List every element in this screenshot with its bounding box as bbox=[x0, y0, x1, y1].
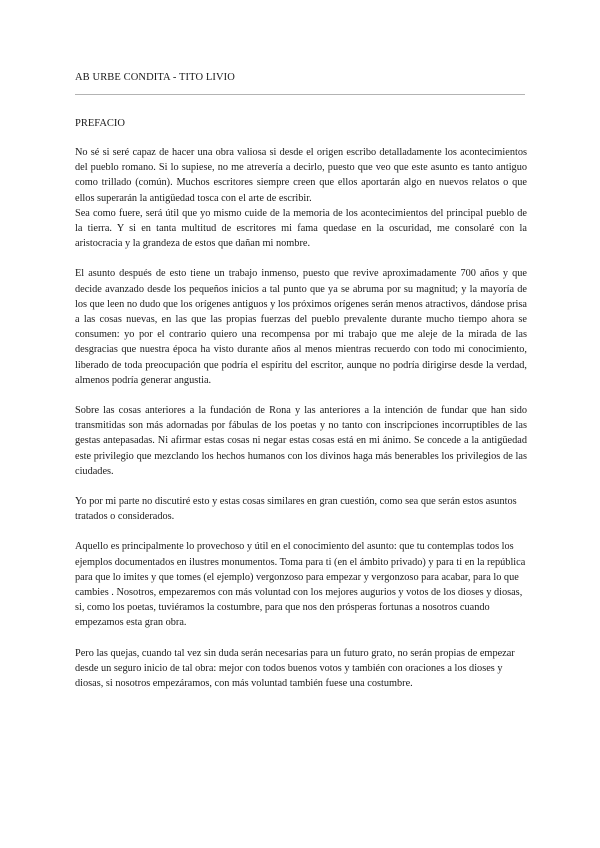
paragraph-line: Sea como fuere, será útil que yo mismo cuide de la memoria de los acontecimientos del principal pueblo de la tierra. Y si en tanta multitud de escritores mi fama quedase en la oscuridad, me consolaré con la aristocracia y la grandeza de estos que dañan mi nombre. bbox=[75, 207, 527, 250]
document-body bbox=[75, 145, 527, 706]
header-divider bbox=[75, 94, 525, 95]
paragraph-6 bbox=[75, 646, 527, 692]
paragraph-line: El asunto después de esto tiene un trabajo inmenso, puesto que revive aproximadamente 700 años y que decide avanzado desde los pequeños inicios a tal punto que ya se abruma por su magnitud; y la mayoría de los que leen no dudo que los orígenes antiguos y los próximos orígenes serán menos atractivos, dándose prisa a las cosas nuevas, en las que las propias fuerzas del pueblo prevalente durante mucho tiempo ahora se consumen: yo por el contrario quiero una recompensa por mi trabajo que me aleje de la mirada de las desgracias que nuestra época ha visto durante años al menos mientras recuerdo con todo mi conocimiento, liberado de toda preocupación que podría el espíritu del escritor, aunque no podría dirigirse desde la verdad, almenos podría generar angustia. bbox=[75, 268, 527, 386]
document-header-title: AB URBE CONDITA - TITO LIVIO bbox=[75, 72, 235, 83]
paragraph-line: Aquello es principalmente lo provechoso y útil en el conocimiento del asunto: que tu contemplas todos los ejemplos documentados en ilustres monumentos. Toma para ti (en el ámbito privado) y para ti en la república para que lo imites y que tomes (el ejemplo) vergonzoso para empezar y vergonzoso para acabar, para lo que cambies . Nosotros, empezaremos con más voluntad con los mejores augurios y votos de los dioses y diosas, si, como los poetas, tuviéramos la costumbre, para que nos den prósperas fortunas a nosotros cuando empezamos esta gran obra. bbox=[75, 541, 526, 629]
paragraph-1 bbox=[75, 145, 527, 251]
section-title: PREFACIO bbox=[75, 118, 125, 129]
paragraph-2 bbox=[75, 266, 527, 388]
paragraph-4 bbox=[75, 494, 527, 524]
paragraph-line: Sobre las cosas anteriores a la fundación de Rona y las anteriores a la intención de fundar que han sido transmitidas son más adornadas por fábulas de los poetas y no tanto con inscripciones incorruptibles de las gestas antepasadas. Ni afirmar estas cosas ni negar estas cosas está en mi ánimo. Se concede a la antigüedad este privilegio que mezclando los hechos humanos con los divinos haga más benerables los privilegios de las ciudades. bbox=[75, 405, 527, 477]
paragraph-3 bbox=[75, 403, 527, 479]
paragraph-line: No sé si seré capaz de hacer una obra valiosa si desde el origen escribo detalladamente los acontecimientos del pueblo romano. Si lo supiese, no me atrevería a decirlo, puesto que veo que este asunto es tanto antiguo como trillado (común). Muchos escritores siempre creen que ellos aportarán algo en nuevos relatos o que ellos superarán la antigüedad tosca con el arte de escribir. bbox=[75, 147, 527, 204]
paragraph-5 bbox=[75, 539, 527, 630]
paragraph-line: Pero las quejas, cuando tal vez sin duda serán necesarias para un futuro grato, no serán propias de empezar desde un seguro inicio de tal obra: mejor con todos buenos votos y también con oraciones a los dioses y diosas, si nosotros empezáramos, con más voluntad también fuese una costumbre. bbox=[75, 647, 515, 690]
paragraph-line: Yo por mi parte no discutiré esto y estas cosas similares en gran cuestión, como sea que serán estos asuntos tratados o considerados. bbox=[75, 496, 517, 523]
